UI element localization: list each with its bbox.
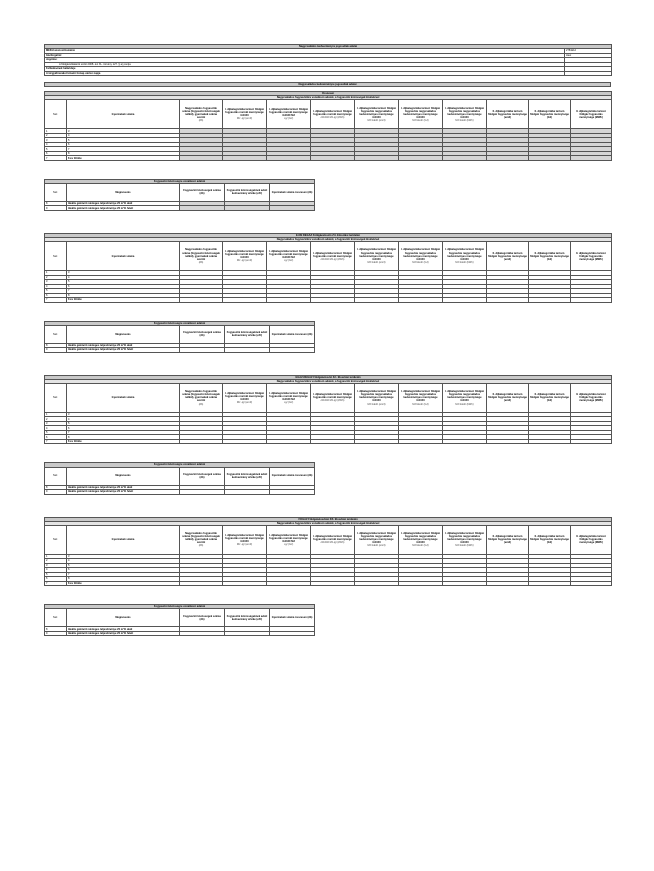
children-count: 5 (67, 421, 180, 426)
col-header-text: II. díjkategóriába tartozó földgáz fogyasztás mennyisége (em3) (488, 535, 527, 545)
data-cell[interactable] (180, 490, 225, 495)
col-header (443, 383, 487, 412)
col-header: Ssz. (45, 242, 67, 271)
data-cell[interactable] (180, 348, 225, 353)
children-count: 3 (67, 554, 180, 559)
data-cell[interactable] (180, 156, 223, 161)
col-header: Ssz. (45, 100, 67, 129)
row-number: 2 (45, 133, 67, 138)
col-header-text: II. díjkategóriába tartozó földgáz fogyasztás mennyisége (em3) (488, 109, 527, 119)
col-header (487, 383, 529, 412)
col-header (311, 242, 355, 271)
data-cell[interactable] (311, 298, 355, 303)
col-header-text: II. díjkategóriába tartozó földgáz fogyasztás mennyisége (em3) (488, 393, 527, 403)
col-header (571, 383, 612, 412)
children-count: 8 (67, 151, 180, 156)
row-number: 6 (45, 435, 67, 440)
row-number: 7 (45, 439, 67, 444)
col-header-text: I. díjkategóriába tartozó földgáz fogyasztás normál mennyisége /A1040 (225, 391, 264, 401)
data-cell[interactable] (399, 156, 443, 161)
row-number: 9 (45, 206, 67, 211)
col-header-text: II. díjkategóriába tartozó földgáz fogyasztás mennyisége (MWh) (576, 109, 606, 119)
children-count: 8 és fölötte (67, 156, 180, 161)
col-header: Fogyasztói közösségek száma (db) (180, 467, 225, 485)
children-count: 6 (67, 426, 180, 431)
col-header-unit: MJ -ig/ (em3) (236, 401, 253, 405)
col-header (529, 100, 571, 129)
data-cell[interactable] (355, 439, 399, 444)
row-number: 6 (45, 293, 67, 298)
children-count: 5 (67, 138, 180, 143)
children-count: 8 (67, 435, 180, 440)
col-header-text: I. díjkategóriába tartozó földgáz fogyasztás normál mennyisége /A1040 MJ (269, 249, 308, 260)
info-value: 2781k12 (565, 49, 612, 54)
col-header-text: I. díjkategóriába tartozó földgáz fogyasztás normál mennyisége /A1040 MJ (269, 533, 308, 543)
col-header: Megnevezés (67, 325, 180, 343)
col-header: Gyermekek száma összesen (db) (270, 183, 315, 201)
data-cell[interactable] (225, 348, 270, 353)
col-header-text: Nagycsaládos fogyasztók száma (fogyasztói közösségek nélkül), gyermekek száma szerint (182, 390, 220, 403)
col-header-text: I. díjkategóriába tartozó földgáz fogyasztás nagycsaládos kedvezményes mennyisége /A1040 (357, 248, 396, 261)
data-cell[interactable] (571, 298, 612, 303)
children-count: 3 (67, 271, 180, 276)
row-number: 7 (45, 581, 67, 586)
community-table (44, 462, 315, 494)
col-header-unit: -ig/ (GJ) (283, 542, 294, 546)
row-number: 1 (45, 129, 67, 134)
row-number: 1 (45, 271, 67, 276)
col-header-unit: MJ felett/ (em3) (367, 402, 386, 406)
row-number: 1 (45, 412, 67, 417)
col-header-text: II. díjkategóriába tartozó földgáz fogyasztás mennyisége (MWh) (576, 251, 606, 261)
col-header: Fogyasztói közösségeknek adott kedvezmény értéke (eFt) (225, 325, 270, 343)
col-header: Fogyasztói közösségek száma (db) (180, 609, 225, 627)
data-cell[interactable] (225, 631, 270, 636)
row-number: 8 (45, 343, 67, 348)
band-title-text: Nagycsaládos kedvezményre jogosultak adatai (45, 83, 611, 87)
row-number: 9 (45, 348, 67, 353)
col-header (487, 242, 529, 271)
row-number: 5 (45, 572, 67, 577)
community-title: Fogyasztói közösségre vonatkozó adatok (45, 179, 315, 183)
data-cell[interactable] (223, 156, 267, 161)
row-number: 6 (45, 151, 67, 156)
col-header-unit: MJ felett/ (kWh) (455, 544, 474, 548)
col-header: Ssz. (45, 383, 67, 412)
col-header-unit: MJ -ig/ (em3) (236, 542, 253, 546)
col-header-text: I. díjkategóriába tartozó földgáz fogyasztás nagycsaládos kedvezményes mennyisége /A1040 (445, 106, 484, 119)
col-header-text: I. díjkategóriába tartozó földgáz fogyasztás nagycsaládos kedvezményes mennyisége /A1040 (357, 531, 396, 545)
section-title: ÉGÁZ-DÉGÁZ Földgázelosztó Zrt. Elosztási területén (45, 375, 612, 379)
data-cell[interactable] (355, 298, 399, 303)
col-header (355, 100, 399, 129)
community-table (44, 321, 315, 353)
col-header: Fogyasztói közösségeknek adott kedvezmény értéke (eFt) (225, 609, 270, 627)
row-label: Ideális gázmérő névleges teljesítménye 20 m³/h felett (67, 631, 180, 636)
col-header: Ssz. (45, 467, 67, 485)
col-header-text: Nagycsaládos fogyasztók száma (fogyasztói közösségek nélkül), gyermekek száma szerint (182, 248, 220, 261)
info-table (44, 44, 612, 76)
col-header: Fogyasztói közösségeknek adott kedvezmény értéke (eFt) (225, 183, 270, 201)
col-header-text: II. díjkategóriába tartozó földgáz fogyasztás mennyisége (GJ) (530, 535, 569, 545)
children-count: 8 (67, 293, 180, 298)
row-label: Ideális gázmérő névleges teljesítménye 20 m³/h alatt (67, 627, 180, 632)
data-cell[interactable] (223, 439, 267, 444)
col-header (311, 525, 355, 554)
col-header (571, 525, 612, 554)
col-header-text: I. díjkategóriába tartozó földgáz fogyasztás nagycsaládos kedvezményes mennyisége /A1040 (445, 531, 484, 545)
data-cell[interactable] (399, 298, 443, 303)
children-count: 3 (67, 129, 180, 134)
col-header (180, 383, 223, 412)
col-header: Fogyasztói közösségeknek adott kedvezmény értéke (eFt) (225, 467, 270, 485)
row-number: 5 (45, 147, 67, 152)
row-number: 6 (45, 577, 67, 582)
col-header: Megnevezés (67, 609, 180, 627)
data-cell[interactable] (487, 298, 529, 303)
row-number: 2 (45, 417, 67, 422)
col-header-text: I. díjkategóriába tartozó földgáz fogyasztás nagycsaládos kedvezményes mennyisége /A1040 (401, 248, 440, 261)
info-label: MEKH azonosítószáma: (45, 49, 565, 54)
row-number: 2 (45, 559, 67, 564)
col-header (180, 100, 223, 129)
col-header (443, 242, 487, 271)
children-count: 6 (67, 142, 180, 147)
row-number: 8 (45, 627, 67, 632)
data-cell[interactable] (311, 581, 355, 586)
data-cell[interactable] (223, 581, 267, 586)
children-count: 7 (67, 572, 180, 577)
row-number: 3 (45, 563, 67, 568)
col-header (399, 383, 443, 412)
data-cell[interactable] (270, 490, 315, 495)
row-label: Ideális gázmérő névleges teljesítménye 20 m³/h felett (67, 348, 180, 353)
data-cell[interactable] (180, 439, 223, 444)
col-header-unit: MJ felett/ (em3) (367, 119, 386, 123)
info-label: A tárgyidőszakot követő hónap utolsó napja (45, 71, 565, 76)
col-header (399, 525, 443, 554)
report-sheet (44, 44, 611, 636)
col-header (443, 525, 487, 554)
col-header: Fogyasztói közösségek száma (db) (180, 183, 225, 201)
col-header: Gyermekek száma összesen (db) (270, 325, 315, 343)
col-header-text: I. díjkategóriába tartozó földgáz fogyasztás nagycsaládos kedvezményes mennyisége /A1040 (357, 390, 396, 403)
col-header (311, 383, 355, 412)
col-header (311, 100, 355, 129)
col-header (355, 383, 399, 412)
data-cell[interactable] (223, 298, 267, 303)
community-title: Fogyasztói közösségre vonatkozó adatok (45, 605, 315, 609)
data-cell[interactable] (355, 156, 399, 161)
col-header-text: II. díjkategóriába tartozó földgáz fogyasztás mennyisége (GJ) (530, 393, 569, 403)
col-header-text: I. díjkategóriába tartozó földgáz fogyasztás nagycsaládos kedvezményes mennyisége /A1040 (401, 531, 440, 545)
col-header-unit: MJ felett/ (kWh) (455, 402, 474, 406)
data-cell[interactable] (355, 581, 399, 586)
col-header (487, 100, 529, 129)
section-subtitle: Nagycsaládos fogyasztókra vonatkozó adatok, a fogyasztói közösségek kivételével (45, 521, 612, 525)
col-header (267, 525, 311, 554)
col-header-text: II. díjkategóriába tartozó földgáz fogyasztás mennyisége (MWh) (576, 393, 606, 403)
col-header-unit: /A1040 MJ-ig/ (kWh) (320, 257, 345, 261)
row-number: 7 (45, 298, 67, 303)
data-cell[interactable] (443, 298, 487, 303)
section-table (44, 91, 612, 161)
data-cell[interactable] (571, 439, 612, 444)
children-count: 7 (67, 289, 180, 294)
col-header-text: II. díjkategóriába tartozó földgáz fogyasztás mennyisége (GJ) (530, 109, 569, 119)
col-header-unit: MJ felett/ (GJ) (412, 119, 429, 123)
row-number: 3 (45, 138, 67, 143)
col-header-text: I. díjkategóriába tartozó földgáz fogyasztás nagycsaládos kedvezményes mennyisége /A1040 (401, 106, 440, 119)
row-number: 8 (45, 201, 67, 206)
row-label: Ideális gázmérő névleges teljesítménye 20 m³/h alatt (67, 343, 180, 348)
row-number: 4 (45, 568, 67, 573)
col-header (267, 242, 311, 271)
col-header-unit: -ig/ (GJ) (283, 401, 294, 405)
col-header-text: I. díjkategóriába tartozó földgáz fogyasztás nagycsaládos kedvezményes mennyisége /A1040 (445, 390, 484, 403)
col-header-unit: MJ -ig/ (em3) (236, 117, 253, 121)
data-cell[interactable] (529, 439, 571, 444)
data-cell[interactable] (443, 439, 487, 444)
col-header (529, 383, 571, 412)
col-header-unit: (db) (198, 544, 204, 548)
col-header-text: II. díjkategóriába tartozó földgáz fogyasztás mennyisége (em3) (488, 251, 527, 261)
col-header (267, 383, 311, 412)
data-cell[interactable] (270, 206, 315, 211)
children-count: 8 és fölötte (67, 298, 180, 303)
row-label: Ideális gázmérő névleges teljesítménye 20 m³/h felett (67, 206, 180, 211)
col-header-unit: MJ felett/ (GJ) (412, 260, 429, 264)
row-number: 9 (45, 490, 67, 495)
children-count: 3 (67, 412, 180, 417)
col-header (571, 242, 612, 271)
col-header: Fogyasztói közösségek száma (db) (180, 325, 225, 343)
col-header-text: I. díjkategóriába tartozó földgáz fogyasztás normál mennyisége (313, 109, 352, 116)
col-header: Gyermekek száma összesen (db) (270, 467, 315, 485)
data-cell[interactable] (487, 156, 529, 161)
col-header-unit: -ig/ (GJ) (283, 117, 294, 121)
children-count: 4 (67, 559, 180, 564)
col-header-text: I. díjkategóriába tartozó földgáz fogyasztás nagycsaládos kedvezményes mennyisége /A1040 (445, 248, 484, 261)
col-header (399, 242, 443, 271)
col-header-unit: MJ -ig/ (em3) (236, 259, 253, 263)
col-header-unit: MJ felett/ (GJ) (412, 402, 429, 406)
section-subtitle: Nagycsaládos fogyasztókra vonatkozó adatok, a fogyasztói közösségek kivételével (45, 96, 612, 100)
row-number: 3 (45, 421, 67, 426)
col-header (223, 242, 267, 271)
col-header (223, 525, 267, 554)
col-header-unit: (db) (198, 260, 204, 264)
children-count: 6 (67, 284, 180, 289)
row-number: 4 (45, 426, 67, 431)
section-title: FŐGÁZ Földgázelosztási Kft. Elosztási területén (45, 517, 612, 521)
data-cell[interactable] (180, 631, 225, 636)
col-header-unit: MJ felett/ (em3) (367, 544, 386, 548)
data-cell[interactable] (399, 439, 443, 444)
row-number: 7 (45, 156, 67, 161)
col-header (180, 525, 223, 554)
info-label: Felfedésének határideje (45, 67, 565, 72)
col-header: Ssz. (45, 325, 67, 343)
col-header-unit: -ig/ (GJ) (283, 259, 294, 263)
data-cell[interactable] (443, 156, 487, 161)
col-header: Gyermekek száma (67, 525, 180, 554)
children-count: 8 (67, 577, 180, 582)
children-count: 4 (67, 275, 180, 280)
data-cell[interactable] (267, 298, 311, 303)
col-header (355, 525, 399, 554)
col-header-unit: /A1040 MJ-ig/ (kWh) (320, 399, 345, 403)
data-cell[interactable] (529, 156, 571, 161)
data-cell[interactable] (399, 581, 443, 586)
row-number: 1 (45, 554, 67, 559)
info-value: Havi (565, 53, 612, 58)
col-header-unit: MJ felett/ (kWh) (455, 260, 474, 264)
data-cell[interactable] (529, 581, 571, 586)
col-header-unit: (db) (198, 119, 204, 123)
data-cell[interactable] (443, 581, 487, 586)
children-count: 7 (67, 147, 180, 152)
row-number: 8 (45, 485, 67, 490)
col-header-unit: (db) (198, 402, 204, 406)
community-title: Fogyasztói közösségre vonatkozó adatok (45, 321, 315, 325)
data-cell[interactable] (311, 156, 355, 161)
section-table (44, 375, 612, 445)
info-label: Gázforgalmi: (45, 53, 565, 58)
col-header: Ssz. (45, 525, 67, 554)
col-header-unit: MJ felett/ (GJ) (412, 544, 429, 548)
col-header: Gyermekek száma (67, 242, 180, 271)
children-count: 6 (67, 568, 180, 573)
data-cell[interactable] (311, 439, 355, 444)
col-header (487, 525, 529, 554)
col-header: Ssz. (45, 183, 67, 201)
row-label: Ideális gázmérő névleges teljesítménye 20 m³/h felett (67, 490, 180, 495)
info-label: A földgázellátásról szóló 2008. évi XL. törvény 127. § a) pontja (45, 62, 565, 67)
community-table (44, 179, 315, 211)
community-table (44, 604, 315, 636)
data-cell[interactable] (267, 156, 311, 161)
col-header-text: I. díjkategóriába tartozó földgáz fogyasztás normál mennyisége /A1040 (225, 108, 264, 118)
data-cell[interactable] (267, 439, 311, 444)
data-cell[interactable] (487, 581, 529, 586)
children-count: 4 (67, 417, 180, 422)
data-cell[interactable] (270, 348, 315, 353)
col-header-text: I. díjkategóriába tartozó földgáz fogyasztás normál mennyisége /A1040 MJ (269, 391, 308, 401)
col-header-text: I. díjkategóriába tartozó földgáz fogyasztás normál mennyisége (313, 535, 352, 542)
row-number: 2 (45, 275, 67, 280)
col-header: Megnevezés (67, 183, 180, 201)
col-header-text: I. díjkategóriába tartozó földgáz fogyasztás normál mennyisége /A1040 (225, 533, 264, 543)
row-label: Ideális gázmérő névleges teljesítménye 20 m³/h alatt (67, 201, 180, 206)
col-header: Gyermekek száma (67, 383, 180, 412)
col-header-text: Nagycsaládos fogyasztók száma (fogyasztói közösségek nélkül), gyermekek száma szerint (182, 106, 220, 119)
col-header (399, 100, 443, 129)
row-number: 4 (45, 284, 67, 289)
data-cell[interactable] (487, 439, 529, 444)
col-header (223, 100, 267, 129)
col-header-text: I. díjkategóriába tartozó földgáz fogyasztás normál mennyisége /A1040 MJ (269, 108, 308, 118)
data-cell[interactable] (571, 156, 612, 161)
data-cell[interactable] (180, 298, 223, 303)
children-count: 7 (67, 430, 180, 435)
col-header-text: Nagycsaládos fogyasztók száma (fogyasztói közösségek nélkül), gyermekek száma szerint (182, 531, 220, 545)
col-header (180, 242, 223, 271)
col-header: Ssz. (45, 609, 67, 627)
col-header (443, 100, 487, 129)
row-number: 3 (45, 280, 67, 285)
col-header: Gyermekek száma (67, 100, 180, 129)
data-cell[interactable] (180, 581, 223, 586)
row-number: 5 (45, 289, 67, 294)
data-cell[interactable] (225, 206, 270, 211)
data-cell[interactable] (571, 581, 612, 586)
col-header-unit: MJ felett/ (em3) (367, 260, 386, 264)
children-count: 8 és fölötte (67, 581, 180, 586)
col-header-text: I. díjkategóriába tartozó földgáz fogyasztás nagycsaládos kedvezményes mennyisége /A1040 (357, 106, 396, 119)
col-header-unit: /A1040 MJ-ig/ (kWh) (320, 541, 345, 545)
data-cell[interactable] (180, 206, 225, 211)
col-header (529, 242, 571, 271)
report-title: Nagycsaládos kedvezményre jogosultak adatai (45, 45, 612, 49)
col-header-text: II. díjkategóriába tartozó földgáz fogyasztás mennyisége (GJ) (530, 251, 569, 261)
data-cell[interactable] (267, 581, 311, 586)
col-header (223, 383, 267, 412)
children-count: 8 és fölötte (67, 439, 180, 444)
children-count: 4 (67, 133, 180, 138)
community-title: Fogyasztói közösségre vonatkozó adatok (45, 463, 315, 467)
row-number: 9 (45, 631, 67, 636)
section-table (44, 517, 612, 587)
row-number: 4 (45, 142, 67, 147)
col-header (267, 100, 311, 129)
section-title: E.ON DÉGÁZ Földgázelosztó Zrt. Elosztási területén (45, 233, 612, 237)
section-subtitle: Nagycsaládos fogyasztókra vonatkozó adatok, a fogyasztói közösségek kivételével (45, 379, 612, 383)
col-header-unit: /A1040 MJ-ig/ (kWh) (320, 115, 345, 119)
children-count: 5 (67, 280, 180, 285)
col-header (571, 100, 612, 129)
data-cell[interactable] (529, 298, 571, 303)
col-header (355, 242, 399, 271)
row-label: Ideális gázmérő névleges teljesítménye 20 m³/h alatt (67, 485, 180, 490)
col-header-text: II. díjkategóriába tartozó földgáz fogyasztás mennyisége (MWh) (576, 535, 606, 545)
info-label: Jogcíme: (45, 58, 565, 63)
col-header-text: I. díjkategóriába tartozó földgáz fogyasztás normál mennyisége (313, 251, 352, 258)
sections-container (44, 91, 611, 636)
children-count: 5 (67, 563, 180, 568)
col-header: Megnevezés (67, 467, 180, 485)
col-header-unit: MJ felett/ (kWh) (455, 119, 474, 123)
data-cell[interactable] (225, 490, 270, 495)
col-header-text: I. díjkategóriába tartozó földgáz fogyasztás nagycsaládos kedvezményes mennyisége /A1040 (401, 390, 440, 403)
col-header-text: I. díjkategóriába tartozó földgáz fogyasztás normál mennyisége /A1040 (225, 249, 264, 260)
section-subtitle: Nagycsaládos fogyasztókra vonatkozó adatok, a fogyasztói közösségek kivételével (45, 238, 612, 242)
col-header (529, 525, 571, 554)
col-header-text: I. díjkategóriába tartozó földgáz fogyasztás normál mennyisége (313, 393, 352, 400)
section-title: Összesen (45, 92, 612, 96)
row-number: 5 (45, 430, 67, 435)
col-header: Gyermekek száma összesen (db) (270, 609, 315, 627)
data-cell[interactable] (270, 631, 315, 636)
section-table (44, 233, 612, 303)
